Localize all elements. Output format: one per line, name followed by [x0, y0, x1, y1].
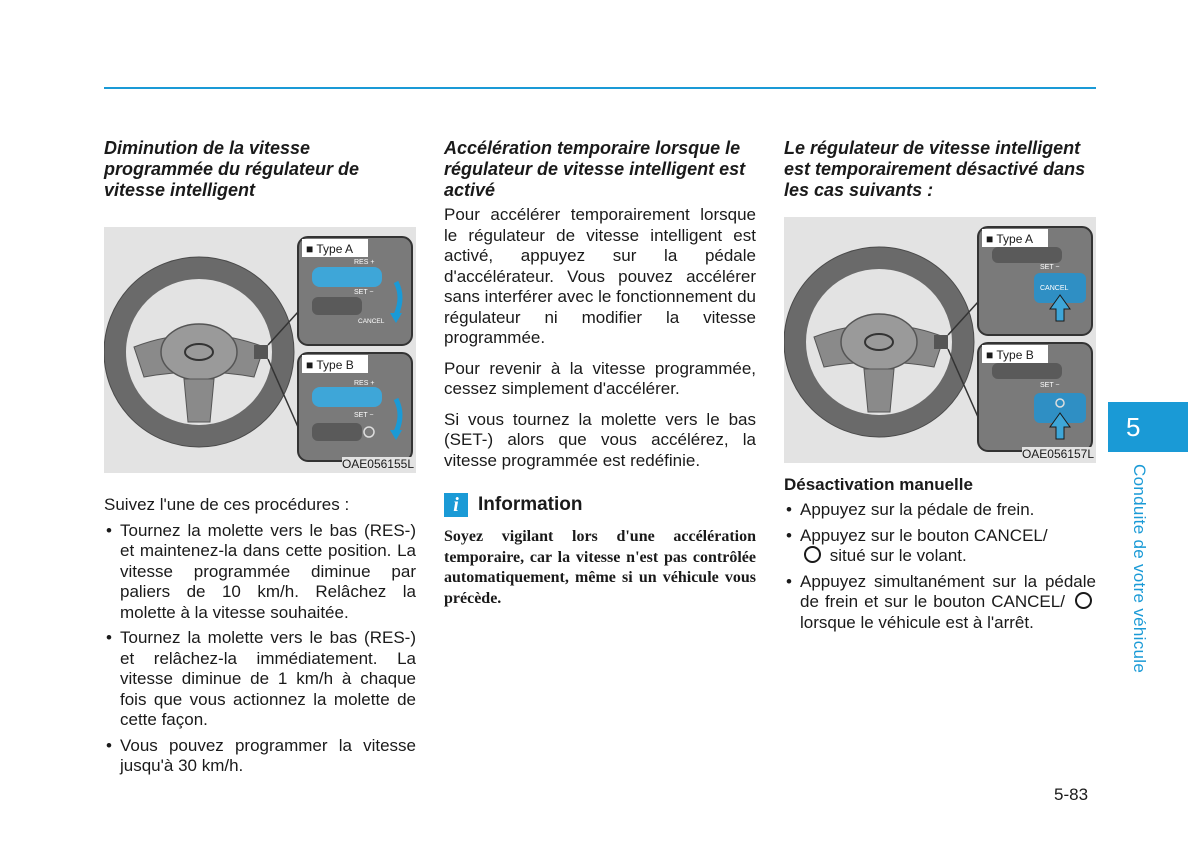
type-a-label: ■ Type A	[986, 232, 1034, 246]
type-b-label: ■ Type B	[986, 348, 1034, 362]
chapter-tab: 5	[1108, 402, 1188, 452]
list-item: • Vous pouvez programmer la vitesse jusqu'à 30 km/h.	[104, 736, 416, 777]
res-label: RES +	[354, 259, 375, 266]
list-item	[784, 500, 1096, 521]
info-icon: i	[444, 493, 468, 517]
steering-wheel-illustration	[784, 217, 1096, 463]
circle-button-icon	[804, 546, 821, 563]
type-a-label: ■ Type A	[306, 242, 354, 256]
figure-steering-wheel-cancel	[784, 217, 1096, 463]
section-heading-temporary-acceleration: Accélération temporaire lorsque le régulateur de vitesse intelligent est activé	[444, 138, 746, 200]
steering-wheel-illustration	[104, 227, 416, 473]
res-label-b: RES +	[354, 380, 375, 387]
figure-code: OAE056155L	[341, 457, 414, 471]
figure-steering-wheel-decrease	[104, 227, 416, 473]
column-middle	[444, 138, 756, 609]
page-number: 5-83	[1054, 785, 1089, 804]
column-right	[784, 138, 1096, 633]
cancel-label: CANCEL	[1040, 285, 1069, 292]
paragraph: Pour accélérer temporairement lorsque le régulateur de vitesse intelligent est activé, appuyez sur la pédale d'accélérateur. Vous pouvez accélérer sans interférer avec le fonctionnement du régulateur ni modifier la vitesse programmée.	[444, 205, 756, 347]
set-label: SET −	[354, 289, 374, 296]
paragraph: Pour revenir à la vitesse programmée, cessez simplement d'accélérer.	[444, 358, 756, 398]
list-item-text: Appuyez sur le bouton CANCEL/	[800, 525, 1048, 545]
deactivation-list	[784, 500, 1096, 633]
top-rule	[104, 87, 1096, 89]
set-label-b: SET −	[1040, 382, 1060, 389]
type-b-label: ■ Type B	[306, 358, 354, 372]
procedure-list	[104, 521, 416, 777]
set-label-b: SET −	[354, 412, 374, 419]
section-heading-temporary-deactivation: Le régulateur de vitesse intelligent est temporairement désactivé dans les cas suivants :	[784, 138, 1086, 200]
figure-code: OAE056157L	[1021, 447, 1094, 461]
chapter-title: Conduite de votre véhicule	[1130, 464, 1149, 674]
column-left	[104, 138, 416, 777]
paragraph: Si vous tournez la molette vers le bas (SET-) alors que vous accélérez, la vitesse programmée est redéfinie.	[444, 409, 756, 470]
list-item: • Tournez la molette vers le bas (RES-) et relâchez-la immédiatement. La vitesse diminue de 1 km/h à chaque fois que vous actionnez la molette de cette façon.	[104, 628, 416, 731]
information-box-header	[444, 493, 756, 517]
circle-button-icon	[1075, 592, 1092, 609]
list-item	[784, 526, 1096, 567]
section-heading-decrease-speed: Diminution de la vitesse programmée du régulateur de vitesse intelligent	[104, 138, 360, 200]
intro-text: Suivez l'une de ces procédures :	[104, 495, 350, 514]
list-item-text: lorsque le véhicule est à l'arrêt.	[800, 612, 1034, 632]
cancel-label: CANCEL	[358, 318, 385, 325]
list-item: • Tournez la molette vers le bas (RES-) et maintenez-la dans cette position. La vitesse programmée diminue par paliers de 10 km/h. Relâchez la molette à la vitesse souhaitée.	[104, 521, 416, 624]
list-item	[784, 572, 1096, 634]
list-item-text: situé sur le volant.	[829, 546, 967, 565]
information-title: Information	[478, 494, 583, 515]
subheading-manual-deactivation: Désactivation manuelle	[784, 475, 973, 494]
list-item-text: Appuyez simultanément sur la pédale de frein et sur le bouton CANCEL/	[800, 571, 1096, 611]
set-label: SET −	[1040, 264, 1060, 271]
list-item-text: Appuyez sur la pédale de frein.	[800, 500, 1035, 519]
information-body: Soyez vigilant lors d'une accélération temporaire, car la vitesse n'est pas contrôlée automatiquement, même si un véhicule vous précède.	[444, 528, 756, 607]
